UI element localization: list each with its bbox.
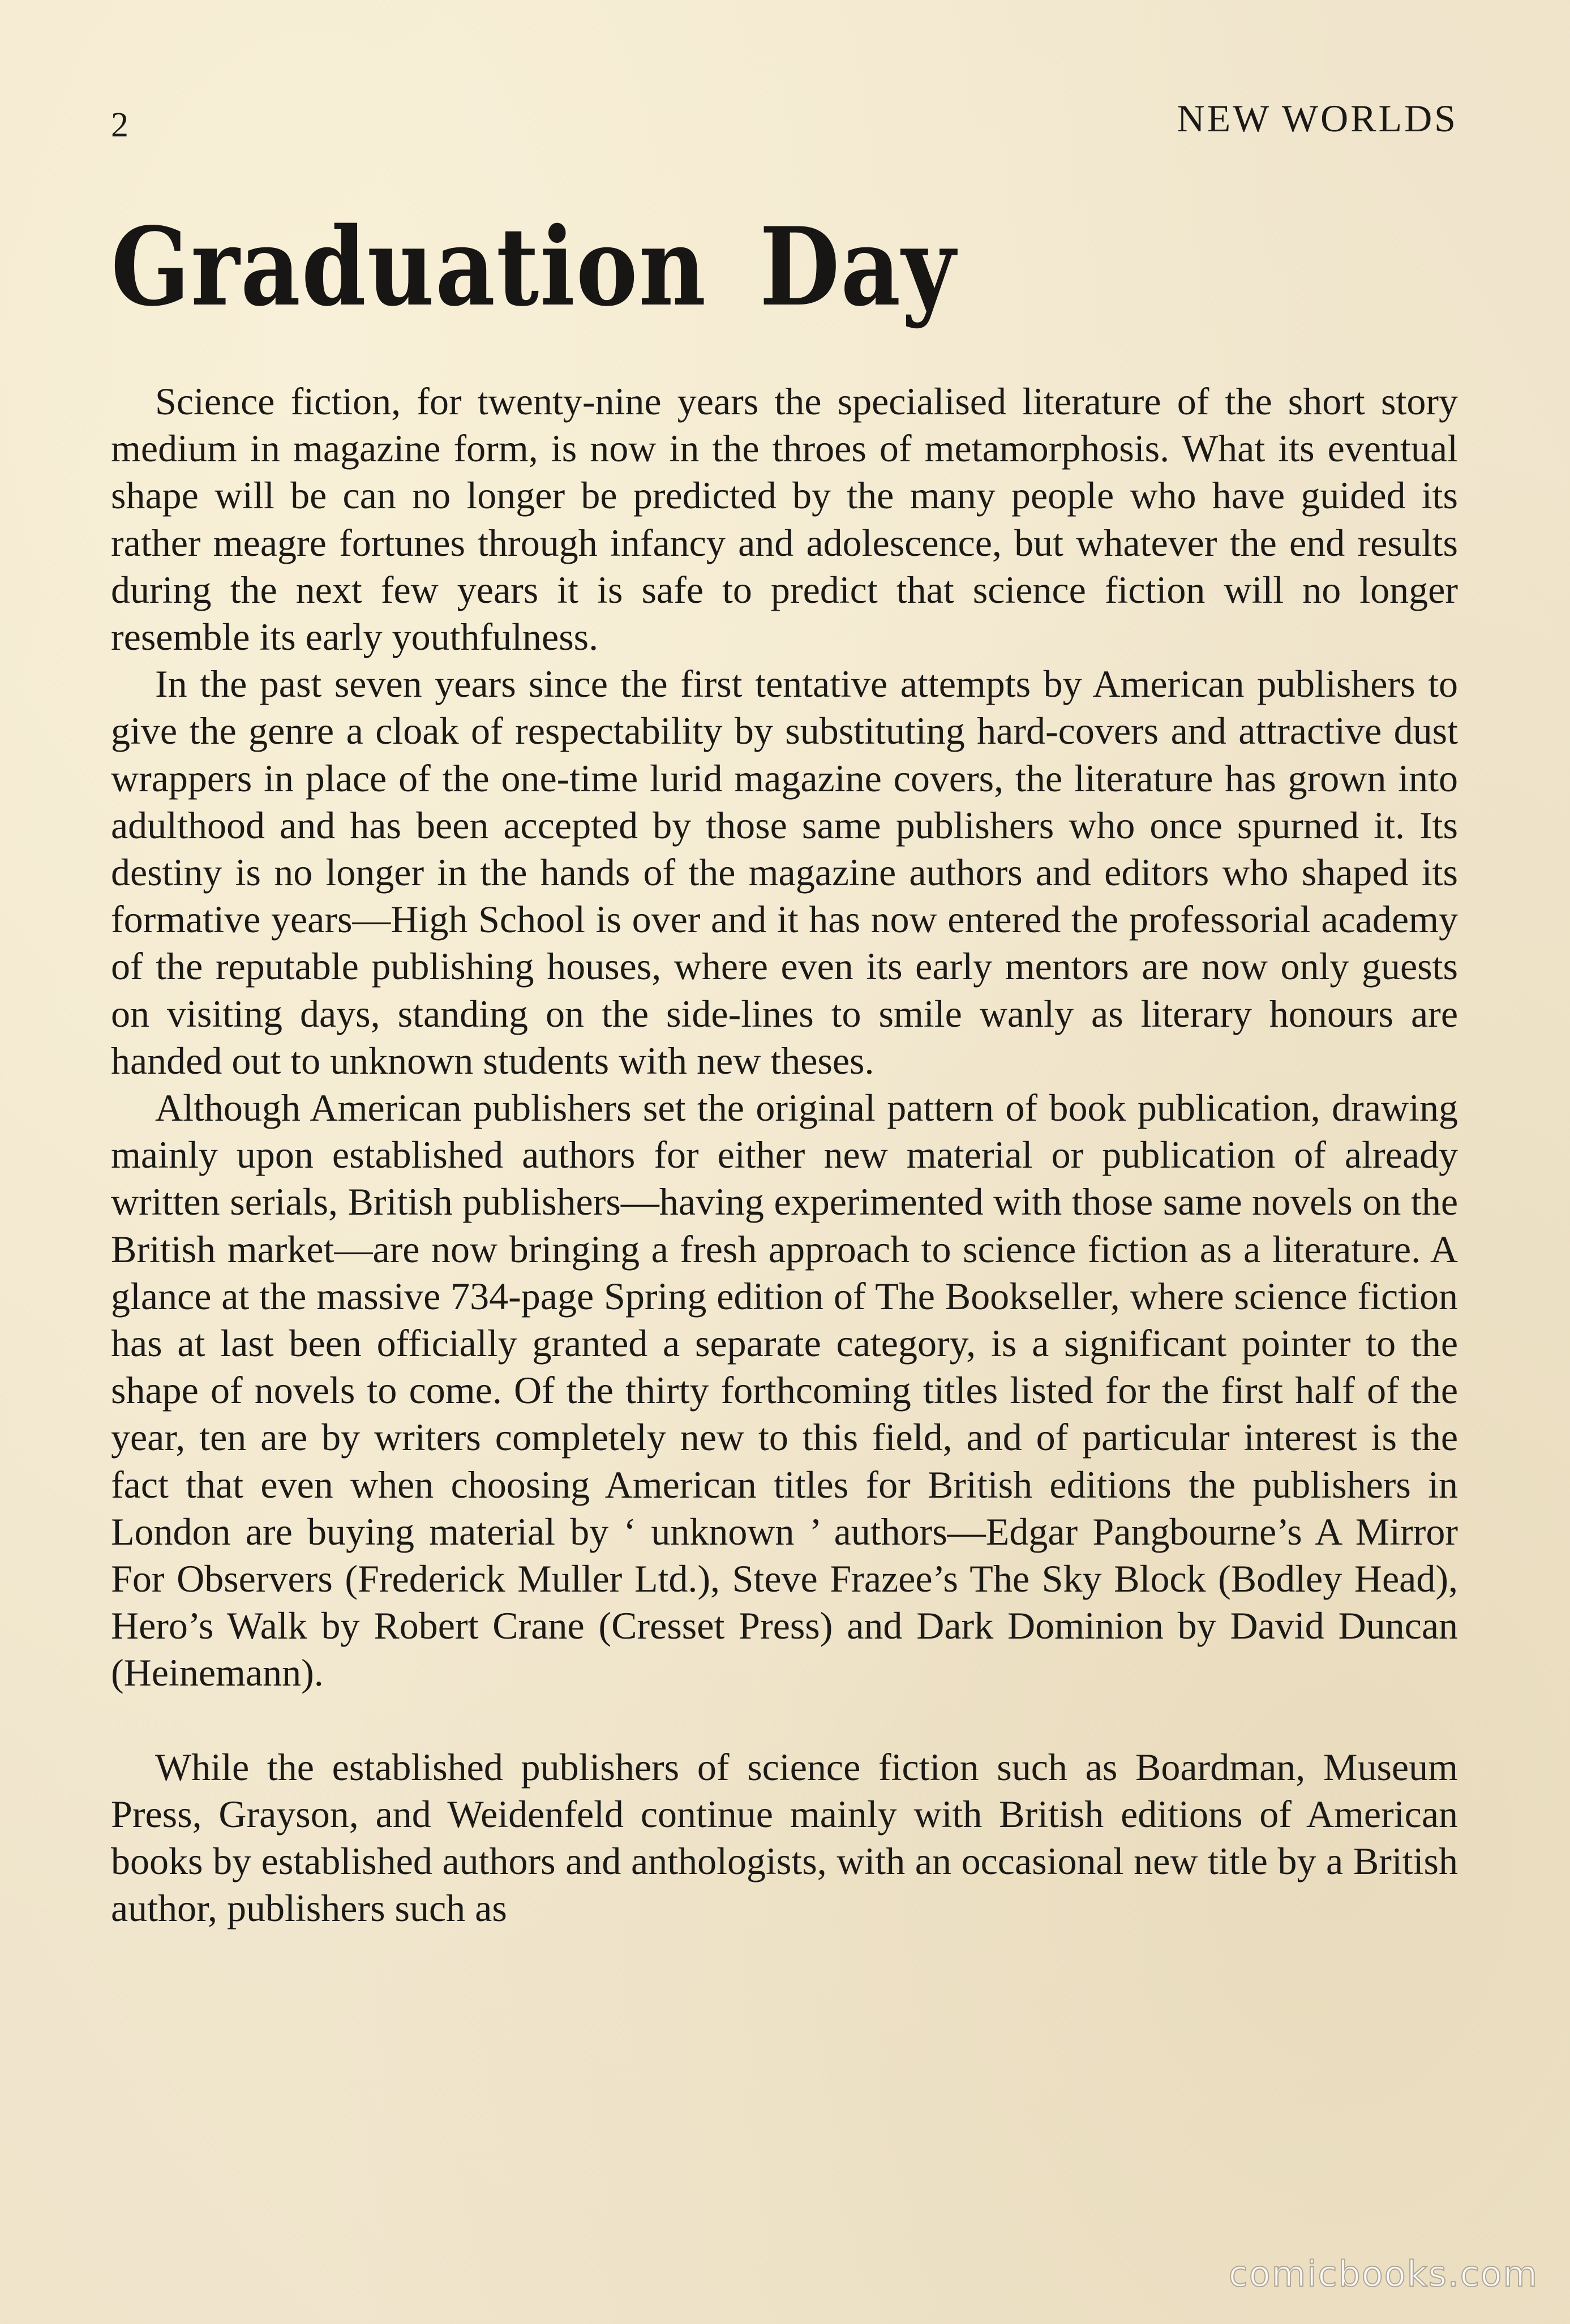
magazine-name: NEW WORLDS <box>1177 97 1458 140</box>
paragraph-1: Science fiction, for twenty-nine years the specialised literature of the short story medium in magazine form, is now in the throes of metamorphosis. What its eventual shape will be can no longer be predicted by the many people who have guided its rather meagre fortunes through infancy and adolescence, but whatever the end results during the next few years it is safe to predict that science fiction will no longer resemble its early youthfulness. <box>111 380 1458 659</box>
magazine-page <box>111 96 1458 2292</box>
page-number: 2 <box>111 106 130 144</box>
article-title: Graduation Day <box>111 204 956 330</box>
paragraph-4: While the established publishers of science fiction such as Boardman, Museum Press, Grayson, and Weidenfeld continue mainly with British editions of American books by established authors and anthologists, with an occasional new title by a British author, publishers such as <box>111 1745 1458 1930</box>
paragraph-2: In the past seven years since the first tentative attempts by American publishers to give the genre a cloak of respectability by substituting hard-covers and attractive dust wrappers in place of the one-time lurid magazine covers, the literature has grown into adulthood and has been accepted by those same publishers who once spurned it. Its destiny is no longer in the hands of the magazine authors and editors who shaped its formative years—High School is over and it has now entered the professorial academy of the reputable publishing houses, where even its early mentors are now only guests on visiting days, standing on the side-lines to smile wanly as literary honours are handed out to unknown students with new theses. <box>111 662 1458 1082</box>
article-body <box>111 378 1458 1932</box>
running-head <box>111 96 1458 147</box>
site-watermark: comicbooks.com <box>1228 2253 1538 2295</box>
paragraph-3: Although American publishers set the original pattern of book publication, drawing mainly upon established authors for either new material or publication of already written serials, British publishers—having experimented with those same novels on the British market—are now bringing a fresh approach to science fiction as a literature. A glance at the massive 734-page Spring edition of The Bookseller, where science fiction has at last been officially granted a separate category, is a significant pointer to the shape of novels to come. Of the thirty forthcoming titles listed for the first half of the year, ten are by writers completely new to this field, and of particular interest is the fact that even when choosing American titles for British editions the publishers in London are buying material by ‘ unknown ’ authors—Edgar Pangbourne’s A Mirror For Observers (Frederick Muller Ltd.), Steve Frazee’s The Sky Block (Bodley Head), Hero’s Walk by Robert Crane (Cresset Press) and Dark Dominion by David Duncan (Heinemann). <box>111 1086 1458 1695</box>
